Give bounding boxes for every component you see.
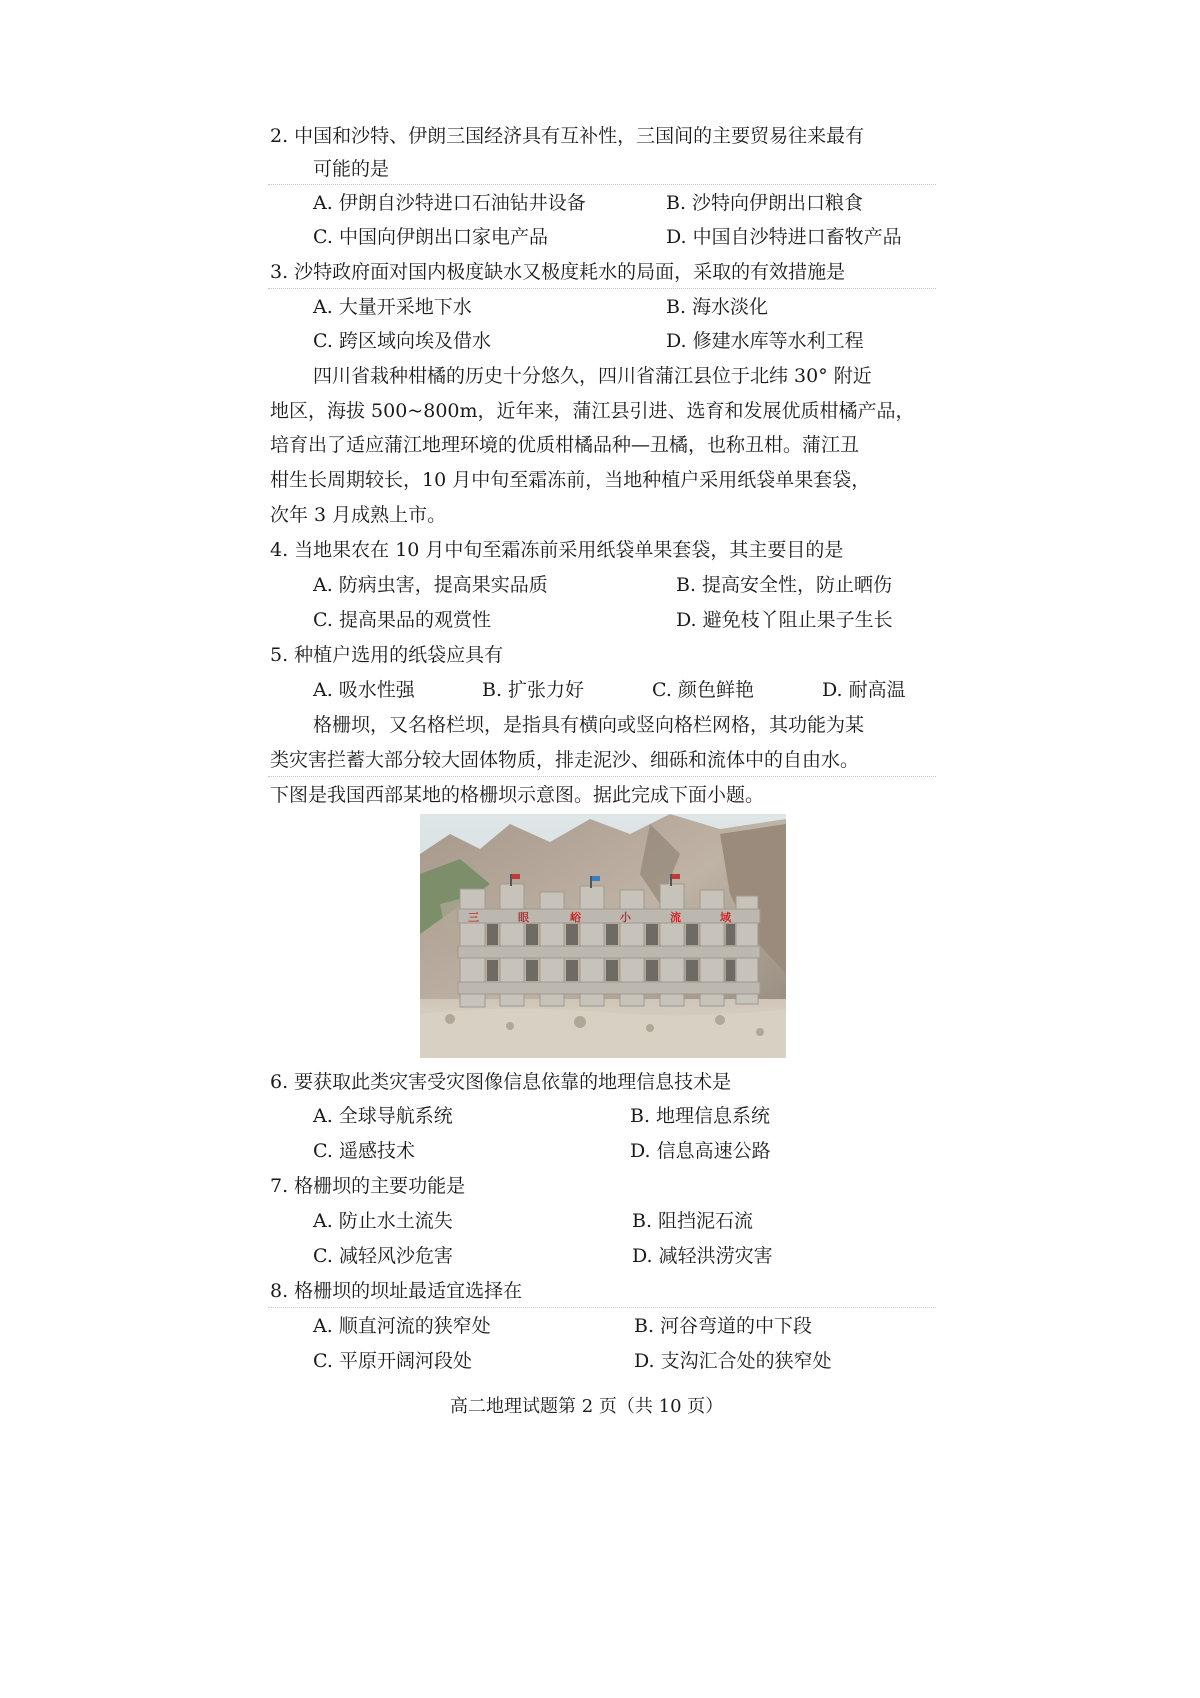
q6-option-a: A. 全球导航系统 — [313, 1105, 453, 1127]
q6-option-b: B. 地理信息系统 — [630, 1105, 771, 1127]
q5-option-a: A. 吸水性强 — [313, 679, 415, 701]
q3-option-a: A. 大量开采地下水 — [313, 296, 472, 318]
q2-option-b: B. 沙特向伊朗出口粮食 — [666, 192, 864, 214]
q4-option-a: A. 防病虫害，提高果实品质 — [313, 574, 548, 596]
orange-passage-line3: 培育出了适应蒲江地理环境的优质柑橘品种—丑橘，也称丑柑。蒲江丑 — [270, 434, 860, 456]
banner-char-6: 域 — [720, 911, 731, 924]
grille-dam-photo — [420, 814, 786, 1058]
orange-passage-line4: 柑生长周期较长，10 月中旬至霜冻前，当地种植户采用纸袋单果套袋， — [270, 469, 871, 491]
q4-option-c: C. 提高果品的观赏性 — [313, 609, 491, 631]
banner-char-1: 三 — [468, 911, 479, 924]
dotted-rule — [268, 776, 936, 777]
q8-option-c: C. 平原开阔河段处 — [313, 1350, 472, 1372]
q2-stem-line2: 可能的是 — [313, 158, 390, 180]
q5-stem: 5. 种植户选用的纸袋应具有 — [270, 644, 504, 666]
q3-option-b: B. 海水淡化 — [666, 296, 769, 318]
q2-stem-line1: 2. 中国和沙特、伊朗三国经济具有互补性，三国间的主要贸易往来最有 — [270, 125, 865, 147]
q3-option-d: D. 修建水库等水利工程 — [666, 330, 864, 352]
dam-passage-line3: 下图是我国西部某地的格栅坝示意图。据此完成下面小题。 — [270, 784, 765, 806]
q5-option-d: D. 耐高温 — [822, 679, 906, 701]
dotted-rule — [268, 184, 936, 185]
q5-option-c: C. 颜色鲜艳 — [652, 679, 754, 701]
q6-stem: 6. 要获取此类灾害受灾图像信息依靠的地理信息技术是 — [270, 1071, 732, 1093]
q7-option-d: D. 减轻洪涝灾害 — [632, 1245, 773, 1267]
q4-option-b: B. 提高安全性，防止晒伤 — [676, 574, 893, 596]
q7-option-a: A. 防止水土流失 — [313, 1210, 453, 1232]
q3-option-c: C. 跨区域向埃及借水 — [313, 330, 491, 352]
q6-option-c: C. 遥感技术 — [313, 1140, 415, 1162]
banner-char-3: 峪 — [570, 911, 581, 924]
q8-stem: 8. 格栅坝的坝址最适宜选择在 — [270, 1280, 523, 1302]
banner-char-2: 眼 — [518, 911, 529, 924]
q2-option-d: D. 中国自沙特进口畜牧产品 — [666, 226, 902, 248]
orange-passage-line1: 四川省栽种柑橘的历史十分悠久，四川省蒲江县位于北纬 30° 附近 — [313, 365, 872, 387]
dotted-rule — [268, 1307, 936, 1308]
dotted-rule — [268, 288, 936, 289]
q8-option-a: A. 顺直河流的狭窄处 — [313, 1315, 491, 1337]
banner-char-5: 流 — [670, 911, 681, 924]
q4-stem: 4. 当地果农在 10 月中旬至霜冻前采用纸袋单果套袋，其主要目的是 — [270, 539, 844, 561]
page-footer: 高二地理试题第 2 页（共 10 页） — [450, 1396, 724, 1417]
orange-passage-line5: 次年 3 月成熟上市。 — [270, 504, 447, 526]
q6-option-d: D. 信息高速公路 — [630, 1140, 771, 1162]
q7-option-c: C. 减轻风沙危害 — [313, 1245, 453, 1267]
q7-option-b: B. 阻挡泥石流 — [632, 1210, 754, 1232]
q2-option-a: A. 伊朗自沙特进口石油钻井设备 — [313, 192, 586, 214]
q3-stem: 3. 沙特政府面对国内极度缺水又极度耗水的局面，采取的有效措施是 — [270, 261, 846, 283]
q4-option-d: D. 避免枝丫阻止果子生长 — [676, 609, 893, 631]
q8-option-b: B. 河谷弯道的中下段 — [634, 1315, 813, 1337]
banner-char-4: 小 — [620, 911, 631, 924]
q2-option-c: C. 中国向伊朗出口家电产品 — [313, 226, 548, 248]
q5-option-b: B. 扩张力好 — [482, 679, 585, 701]
q8-option-d: D. 支沟汇合处的狭窄处 — [634, 1350, 832, 1372]
dam-passage-line2: 类灾害拦蓄大部分较大固体物质，排走泥沙、细砾和流体中的自由水。 — [270, 749, 860, 771]
dam-passage-line1: 格栅坝，又名格栏坝，是指具有横向或竖向格栏网格，其功能为某 — [313, 714, 865, 736]
q7-stem: 7. 格栅坝的主要功能是 — [270, 1175, 466, 1197]
orange-passage-line2: 地区，海拔 500~800m，近年来，蒲江县引进、选育和发展优质柑橘产品， — [270, 400, 915, 422]
